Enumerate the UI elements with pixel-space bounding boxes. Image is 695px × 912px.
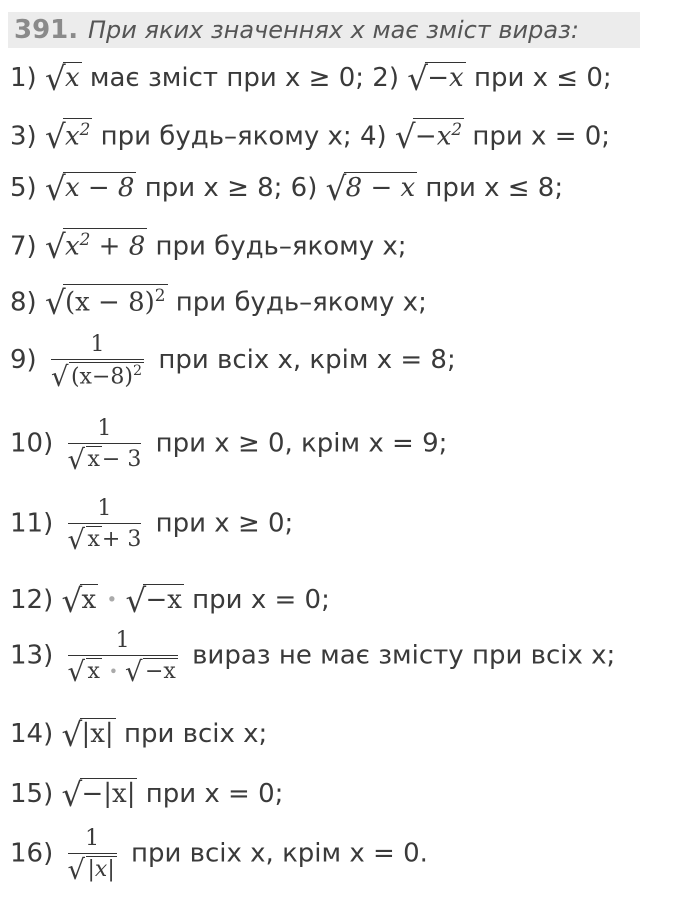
fraction: 1 √ $(x-8)^2$ (50, 332, 143, 393)
radical: √ $(x - 8)^2$ (44, 284, 166, 323)
radical: √ $x^2 + 8$ (44, 228, 146, 267)
exercise-title: При яких значеннях х має зміст вираз: (88, 16, 579, 44)
item-15: 15) √ −|x| при x = 0; (10, 775, 284, 814)
item-1-2: 1) √ x має зміст при x ≥ 0; 2) √ −x при x ≤ 0; (10, 59, 612, 98)
radical: √ −x (407, 59, 464, 98)
item-11: 11) 1 √ x+ 3 при x ≥ 0; (10, 496, 294, 556)
item-16: 16) 1 √ |x| при всіх x, крім x = 0. (10, 826, 428, 886)
exercise-number: 391. (14, 15, 79, 45)
item-8: 8) √ $(x - 8)^2$ при будь–якому x; (10, 284, 427, 323)
radical: √ x (44, 59, 80, 98)
item-13: 13) 1 √ x • √ −x вираз не має змісту при всіх x; (10, 628, 616, 688)
item-7: 7) √ $x^2 + 8$ при будь–якому x; (10, 228, 407, 267)
radical: √ $x^2$ (44, 118, 91, 157)
fraction: 1 √ x− 3 (67, 416, 142, 476)
fraction: 1 √ x+ 3 (67, 496, 142, 556)
item-14: 14) √ |x| при всіх x; (10, 715, 268, 754)
item-9: 9) 1 √ $(x-8)^2$ при всіх x, крім x = 8; (10, 332, 456, 393)
item-12: 12) √ x • √ −x при x = 0; (10, 581, 330, 620)
exercise-header (8, 12, 640, 48)
item-10: 10) 1 √ x− 3 при x ≥ 0, крім x = 9; (10, 416, 448, 476)
radical: √ 8 − x (325, 169, 416, 208)
radical: √ x − 8 (44, 169, 135, 208)
item-5-6: 5) √ x − 8 при x ≥ 8; 6) √ 8 − x при x ≤ 8; (10, 169, 564, 208)
fraction: 1 √ |x| (67, 826, 115, 886)
fraction: 1 √ x • √ −x (67, 628, 176, 688)
item-3-4: 3) √ $x^2$ при будь–якому x; 4) √ $-x^2$ при x = 0; (10, 118, 611, 157)
radical: √ $-x^2$ (394, 118, 463, 157)
